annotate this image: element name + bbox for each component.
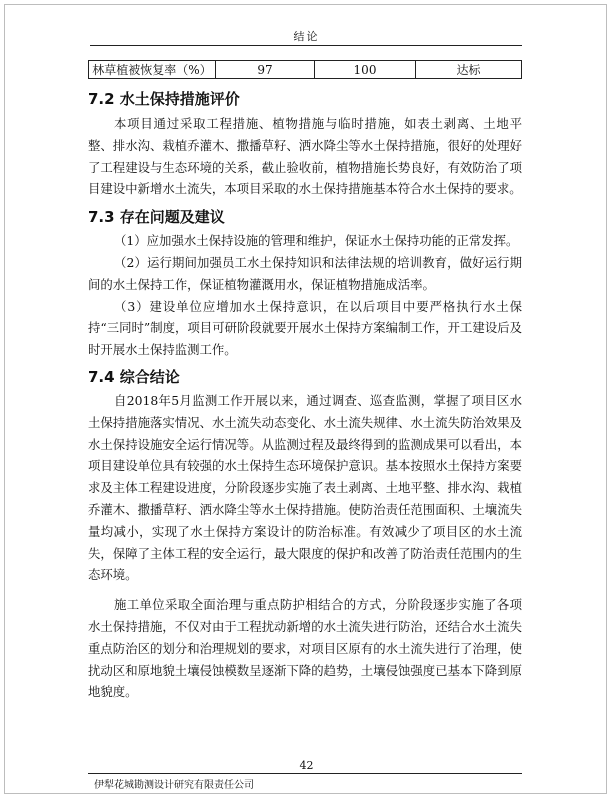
company-name: 伊犁花城勘测设计研究有限责任公司 <box>94 780 254 791</box>
recovery-rate-table <box>88 60 522 79</box>
paragraph: （2）运行期间加强员工水土保持知识和法律法规的培训教育，做好运行期间的水土保持工作，保证植物灌溉用水，保证植物措施成活率。 <box>88 254 522 292</box>
paragraph: （3）建设单位应增加水土保持意识，在以后项目中要严格执行水土保持“三同时”制度，项目可研阶段就要开展水土保持方案编制工作，开工建设后及时开展水土保持监测工作。 <box>88 298 522 358</box>
section-7-3 <box>88 206 522 361</box>
section-7-2 <box>88 88 522 200</box>
page-number: 42 <box>299 759 314 772</box>
section-heading: 7.4 综合结论 <box>88 367 180 386</box>
paragraph: 施工单位采取全面治理与重点防护相结合的方式，分阶段逐步实施了各项水土保持措施，不仅对由于工程扰动新增的水土流失进行防治，还结合水土流失重点防治区的划分和治理规划的要求，对项目区原有的水土流失进行了治理，使扰动区和原地貌土壤侵蚀模数呈逐渐下降的趋势，土壤侵蚀强度已基本下降到原地貌度。 <box>88 597 522 700</box>
paragraph: （1）应加强水土保持设施的管理和维护，保证水土保持功能的正常发挥。 <box>114 233 519 249</box>
page-content <box>88 88 522 703</box>
section-heading: 7.2 水土保持措施评价 <box>88 90 240 108</box>
paragraph: 本项目通过采取工程措施、植物措施与临时措施，如表土剥离、土地平整、排水沟、栽植乔灌木、撒播草籽、洒水降尘等水土保持措施，很好的处理好了工程建设与生态环境的关系，截止验收前，植物措施长势良好，有效防治了项目建设中新增水土流失，本项目采取的水土保持措施基本符合水土保持的要求。 <box>88 116 522 197</box>
section-heading: 7.3 存在问题及建议 <box>88 208 225 227</box>
header-title: 结论 <box>293 30 320 43</box>
table-row <box>89 61 522 79</box>
table-cell-indicator: 林草植被恢复率（%） <box>89 61 216 79</box>
footer-rule <box>88 773 522 774</box>
paragraph: 自2018年5月监测工作开展以来，通过调查、巡查监测，掌握了项目区水土保持措施落实情况、水土流失动态变化、水土流失规律、水土流失防治效果及水土保持设施安全运行情况等。从监测过程及最终得到的监测成果可以看出，本项目建设单位具有较强的水土保持生态环境保护意识。基本按照水土保持方案要求及主体工程建设进度，分阶段逐步实施了表土剥离、土地平整、排水沟、栽植乔灌木、撒播草籽、洒水降尘等水土保持措施。使防治责任范围面积、土壤流失量均减小，实现了水土保持方案设计的防治标准。有效减少了项目区的水土流失，保障了主体工程的安全运行，最大限度的保护和改善了防治责任范围内的生态环境。 <box>88 392 522 583</box>
section-7-4 <box>88 366 522 703</box>
table-cell-target: 97 <box>216 61 315 79</box>
header-rule <box>90 45 522 46</box>
table-cell-actual: 100 <box>315 61 416 79</box>
table-cell-result: 达标 <box>416 61 522 79</box>
